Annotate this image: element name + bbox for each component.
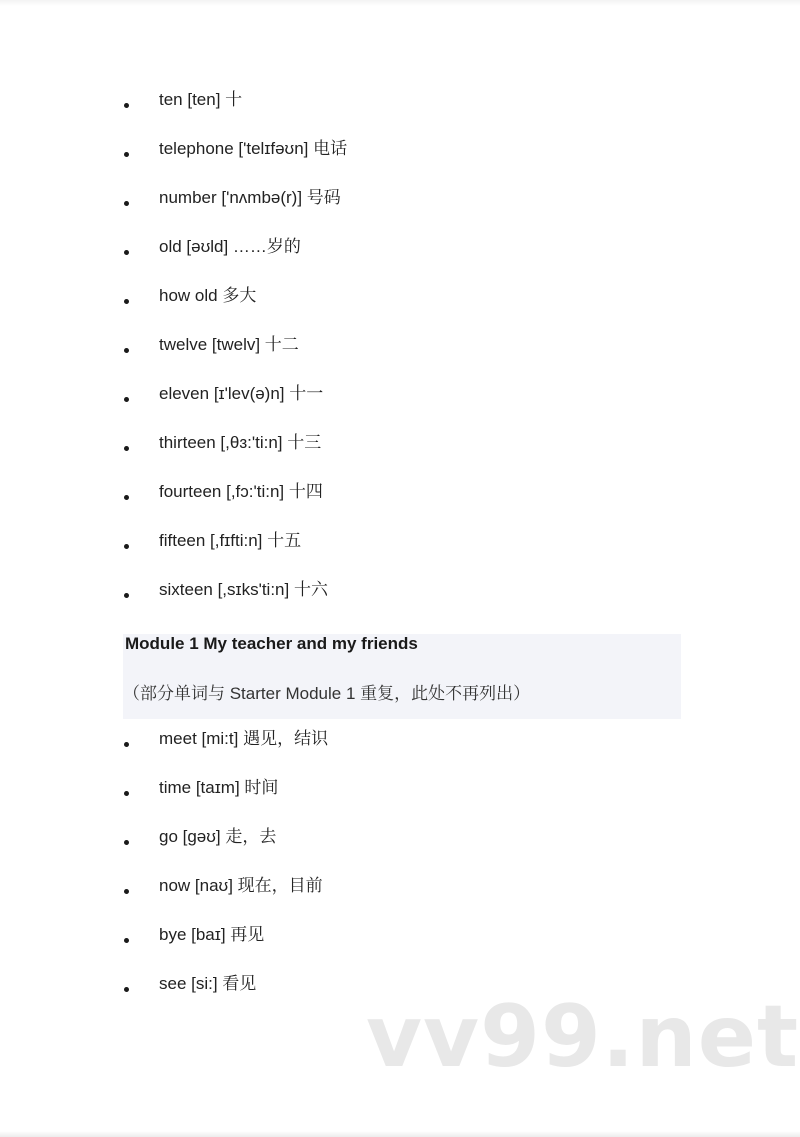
- bullet-icon: [124, 593, 129, 598]
- vocab-entry: telephone ['telɪfəʊn] 电话: [159, 139, 348, 158]
- bullet-icon: [124, 299, 129, 304]
- bullet-icon: [124, 250, 129, 255]
- watermark: vv99.net: [366, 987, 800, 1087]
- bullet-icon: [124, 791, 129, 796]
- bullet-icon: [124, 348, 129, 353]
- bullet-icon: [124, 938, 129, 943]
- bullet-icon: [124, 397, 129, 402]
- module-title: Module 1 My teacher and my friends: [125, 634, 418, 653]
- vocab-entry: now [naʊ] 现在，目前: [159, 876, 323, 895]
- bullet-icon: [124, 103, 129, 108]
- module-note: （部分单词与 Starter Module 1 重复，此处不再列出）: [123, 684, 531, 703]
- bullet-icon: [124, 544, 129, 549]
- bullet-icon: [124, 152, 129, 157]
- bullet-icon: [124, 987, 129, 992]
- vocab-entry: meet [mi:t] 遇见，结识: [159, 729, 329, 748]
- bullet-icon: [124, 201, 129, 206]
- module-heading-box: [123, 634, 681, 719]
- vocab-entry: eleven [ɪ'lev(ə)n] 十一: [159, 384, 324, 403]
- vocab-entry: time [taɪm] 时间: [159, 778, 279, 797]
- vocab-entry: bye [baɪ] 再见: [159, 925, 265, 944]
- vocab-entry: sixteen [,sɪks'ti:n] 十六: [159, 580, 328, 599]
- vocab-entry: fourteen [,fɔ:'ti:n] 十四: [159, 482, 323, 501]
- bullet-icon: [124, 495, 129, 500]
- vocab-entry: how old 多大: [159, 286, 257, 305]
- vocab-entry: see [si:] 看见: [159, 974, 257, 993]
- vocab-entry: thirteen [,θɜ:'ti:n] 十三: [159, 433, 322, 452]
- page-bottom-edge: [0, 1131, 800, 1137]
- bullet-icon: [124, 742, 129, 747]
- bullet-icon: [124, 840, 129, 845]
- vocab-entry: fifteen [,fɪfti:n] 十五: [159, 531, 302, 550]
- vocab-entry: go [gəʊ] 走，去: [159, 827, 277, 846]
- vocab-entry: number ['nʌmbə(r)] 号码: [159, 188, 341, 207]
- vocab-entry: ten [ten] 十: [159, 90, 243, 109]
- vocab-entry: old [əʊld] ……岁的: [159, 237, 301, 256]
- vocab-entry: twelve [twelv] 十二: [159, 335, 299, 354]
- bullet-icon: [124, 446, 129, 451]
- page-top-edge: [0, 0, 800, 6]
- bullet-icon: [124, 889, 129, 894]
